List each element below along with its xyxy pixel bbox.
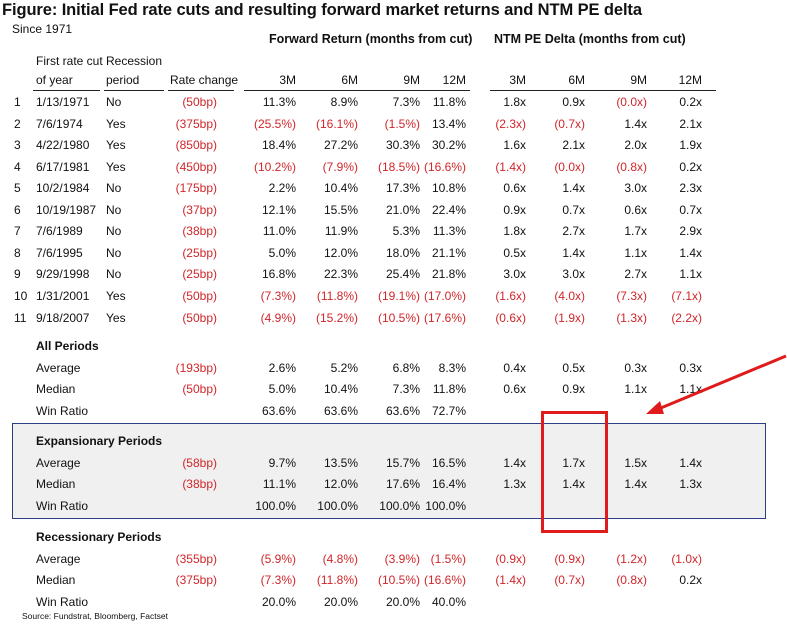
- summary-value: 1.3x: [679, 477, 702, 492]
- summary-rate: (355bp): [175, 552, 217, 566]
- value-cell: 11.0%: [262, 224, 296, 239]
- summary-value: 1.4x: [679, 456, 702, 470]
- summary-value: (0.9x): [495, 552, 526, 566]
- summary-value: 11.8%: [432, 382, 466, 397]
- rate-change-value: (25bp): [182, 245, 217, 260]
- summary-value: (5.9%): [260, 552, 296, 566]
- value-cell: 0.2x: [679, 159, 702, 174]
- summary-value: 5.2%: [330, 361, 358, 375]
- cut-date: 9/29/1998: [36, 267, 90, 282]
- row-number: 1: [14, 95, 21, 109]
- value-cell: (17.6%): [423, 310, 466, 325]
- value-cell: 3.0x: [503, 267, 526, 282]
- summary-rate: (375bp): [175, 573, 217, 588]
- value-cell: 15.5%: [323, 202, 358, 217]
- summary-value: (16.6%): [423, 573, 466, 588]
- value-cell: (4.0x): [554, 288, 585, 303]
- summary-value: (0.8x): [616, 573, 647, 588]
- cut-date: 7/6/1989: [36, 224, 83, 239]
- value-cell: 16.8%: [261, 267, 296, 282]
- recession-flag: No: [106, 267, 122, 282]
- summary-value: (1.5%): [430, 552, 466, 566]
- rate-change-value: (175bp): [175, 181, 217, 196]
- value-cell: 11.3%: [262, 95, 296, 109]
- first-cut-header-1: First rate cut: [36, 54, 103, 68]
- row-number: 8: [14, 245, 21, 260]
- row-number: 3: [14, 138, 21, 153]
- value-cell: 5.3%: [392, 224, 420, 239]
- recession-flag: No: [106, 224, 122, 239]
- cut-date: 1/31/2001: [36, 288, 90, 303]
- summary-label: Win Ratio: [36, 403, 89, 418]
- value-cell: 18.0%: [385, 245, 420, 260]
- summary-label: Median: [36, 573, 76, 588]
- value-cell: 21.0%: [385, 202, 420, 217]
- summary-value: 1.4x: [562, 477, 585, 492]
- row-number: 9: [14, 267, 21, 282]
- value-cell: (7.3%): [260, 288, 296, 303]
- summary-value: 11.1%: [262, 477, 296, 492]
- rate-change-value: (50bp): [182, 310, 217, 325]
- row-number: 6: [14, 202, 21, 217]
- summary-value: 63.6%: [261, 403, 296, 418]
- value-cell: (15.2%): [315, 310, 358, 325]
- value-cell: (19.1%): [377, 288, 420, 303]
- period-header: 9M: [403, 73, 420, 87]
- value-cell: 1.6x: [503, 138, 526, 153]
- summary-value: 1.1x: [624, 382, 647, 397]
- value-cell: 10.8%: [431, 181, 466, 196]
- value-cell: (0.6x): [495, 310, 526, 325]
- value-cell: 25.4%: [385, 267, 420, 282]
- summary-value: (1.4x): [495, 573, 526, 588]
- recession-header-2: period: [106, 73, 140, 87]
- value-cell: 2.1x: [679, 116, 702, 131]
- row-number: 10: [14, 288, 28, 303]
- ntm-pe-header: NTM PE Delta (months from cut): [494, 32, 686, 46]
- value-cell: (0.8x): [616, 159, 647, 174]
- cut-date: 10/2/1984: [36, 181, 90, 196]
- value-cell: 30.3%: [385, 138, 420, 153]
- rate-change-value: (38bp): [182, 224, 217, 239]
- cut-date: 9/18/2007: [36, 310, 90, 325]
- source-note: Source: Fundstrat, Bloomberg, Factset: [22, 611, 168, 621]
- value-cell: 18.4%: [261, 138, 296, 153]
- summary-rate: (58bp): [182, 456, 217, 470]
- value-cell: 1.4x: [624, 116, 647, 131]
- value-cell: 2.7x: [624, 267, 647, 282]
- cut-date: 10/19/1987: [36, 202, 97, 217]
- summary-value: 2.6%: [268, 361, 296, 375]
- summary-value: 8.3%: [438, 361, 466, 375]
- value-cell: 0.6x: [624, 202, 647, 217]
- recession-flag: No: [106, 245, 122, 260]
- rate-change-value: (450bp): [175, 159, 217, 174]
- period-header: 12M: [678, 73, 702, 87]
- summary-value: (1.0x): [671, 552, 702, 566]
- value-cell: (16.6%): [423, 159, 466, 174]
- recession-flag: Yes: [106, 116, 126, 131]
- summary-rate: (38bp): [182, 477, 217, 492]
- recession-flag: No: [106, 95, 122, 109]
- value-cell: 3.0x: [624, 181, 647, 196]
- rate-change-value: (375bp): [175, 116, 217, 131]
- summary-value: 17.6%: [385, 477, 420, 492]
- recession-header-1: Recession: [106, 54, 163, 68]
- summary-label: Win Ratio: [36, 594, 89, 609]
- summary-value: 100.0%: [379, 498, 420, 513]
- value-cell: 17.3%: [385, 181, 420, 196]
- cut-date: 4/22/1980: [36, 138, 90, 153]
- value-cell: 12.1%: [261, 202, 296, 217]
- value-cell: 0.9x: [562, 95, 585, 109]
- period-header: 12M: [442, 73, 466, 87]
- figure-title: Figure: Initial Fed rate cuts and resulting forward market returns and NTM PE delta: [2, 1, 642, 19]
- value-cell: 2.2%: [268, 181, 296, 196]
- summary-value: 0.9x: [562, 382, 585, 397]
- summary-label: Median: [36, 382, 76, 397]
- summary-value: 100.0%: [255, 498, 296, 513]
- value-cell: 13.4%: [431, 116, 466, 131]
- summary-rate: (193bp): [175, 361, 217, 375]
- value-cell: 21.1%: [431, 245, 466, 260]
- summary-value: 20.0%: [323, 594, 358, 609]
- value-cell: (18.5%): [377, 159, 420, 174]
- rate-change-value: (850bp): [175, 138, 217, 153]
- value-cell: 1.7x: [624, 224, 647, 239]
- value-cell: 22.3%: [323, 267, 358, 282]
- summary-value: 5.0%: [268, 382, 296, 397]
- value-cell: (25.5%): [253, 116, 296, 131]
- summary-value: 40.0%: [431, 594, 466, 609]
- cut-date: 6/17/1981: [36, 159, 90, 174]
- recession-flag: Yes: [106, 310, 126, 325]
- summary-value: 20.0%: [385, 594, 420, 609]
- value-cell: 0.6x: [503, 181, 526, 196]
- summary-label: Win Ratio: [36, 498, 89, 513]
- recession-flag: Yes: [106, 138, 126, 153]
- value-cell: (0.7x): [554, 116, 585, 131]
- summary-label: Average: [36, 456, 81, 470]
- summary-value: 1.3x: [503, 477, 526, 492]
- value-cell: 1.4x: [679, 245, 702, 260]
- recession-flag: Yes: [106, 288, 126, 303]
- summary-value: 0.3x: [624, 361, 647, 375]
- value-cell: 2.0x: [624, 138, 647, 153]
- value-cell: 2.9x: [679, 224, 702, 239]
- summary-value: 0.2x: [679, 573, 702, 588]
- value-cell: 7.3%: [392, 95, 420, 109]
- cut-date: 7/6/1995: [36, 245, 83, 260]
- summary-rate: (50bp): [182, 382, 217, 397]
- recession-flag: No: [106, 181, 122, 196]
- value-cell: 1.9x: [679, 138, 702, 153]
- period-header: 9M: [630, 73, 647, 87]
- value-cell: 30.2%: [431, 138, 466, 153]
- value-cell: 1.8x: [503, 95, 526, 109]
- value-cell: 1.8x: [503, 224, 526, 239]
- rate-change-value: (50bp): [182, 95, 217, 109]
- period-header: 3M: [279, 73, 296, 87]
- summary-value: 1.4x: [503, 456, 526, 470]
- value-cell: 12.0%: [323, 245, 358, 260]
- section-title: Expansionary Periods: [36, 434, 163, 448]
- row-number: 11: [14, 310, 27, 325]
- value-cell: 11.9%: [324, 224, 358, 239]
- rate-change-header: Rate change: [170, 73, 239, 87]
- value-cell: (0.0x): [554, 159, 585, 174]
- summary-value: 100.0%: [317, 498, 358, 513]
- row-number: 4: [14, 159, 21, 174]
- summary-value: 20.0%: [261, 594, 296, 609]
- figure-subtitle: Since 1971: [12, 22, 73, 36]
- value-cell: 0.7x: [562, 202, 585, 217]
- value-cell: 11.8%: [432, 95, 466, 109]
- period-header: 6M: [341, 73, 358, 87]
- value-cell: 1.4x: [562, 181, 585, 196]
- summary-value: 16.4%: [431, 477, 466, 492]
- summary-value: 0.4x: [503, 361, 526, 375]
- value-cell: (7.9%): [322, 159, 358, 174]
- section-title: All Periods: [36, 339, 99, 353]
- value-cell: 21.8%: [431, 267, 466, 282]
- value-cell: 8.9%: [330, 95, 358, 109]
- forward-return-header: Forward Return (months from cut): [269, 32, 473, 46]
- summary-value: (3.9%): [384, 552, 420, 566]
- period-header: 3M: [509, 73, 526, 87]
- value-cell: 1.4x: [562, 245, 585, 260]
- summary-value: 1.4x: [624, 477, 647, 492]
- recession-flag: Yes: [106, 159, 126, 174]
- value-cell: (11.8%): [316, 288, 358, 303]
- summary-value: (11.8%): [316, 573, 358, 588]
- value-cell: (16.1%): [315, 116, 358, 131]
- summary-value: (10.5%): [377, 573, 420, 588]
- summary-value: (0.9x): [554, 552, 585, 566]
- value-cell: 2.7x: [562, 224, 585, 239]
- cut-date: 7/6/1974: [36, 116, 83, 131]
- cut-date: 1/13/1971: [36, 95, 90, 109]
- summary-value: 10.4%: [323, 382, 358, 397]
- value-cell: 10.4%: [323, 181, 358, 196]
- summary-value: 100.0%: [425, 498, 466, 513]
- summary-value: 6.8%: [392, 361, 420, 375]
- summary-value: 1.7x: [562, 456, 585, 470]
- section-title: Recessionary Periods: [36, 530, 162, 544]
- rate-change-value: (37bp): [182, 202, 217, 217]
- summary-value: (4.8%): [322, 552, 358, 566]
- value-cell: 2.3x: [679, 181, 702, 196]
- summary-value: 7.3%: [392, 382, 420, 397]
- value-cell: (1.6x): [495, 288, 526, 303]
- summary-value: 63.6%: [323, 403, 358, 418]
- summary-value: (0.7x): [554, 573, 585, 588]
- value-cell: 27.2%: [323, 138, 358, 153]
- value-cell: 2.1x: [562, 138, 585, 153]
- summary-value: 63.6%: [385, 403, 420, 418]
- summary-value: 9.7%: [268, 456, 296, 470]
- value-cell: (10.2%): [253, 159, 296, 174]
- first-cut-header-2: of year: [36, 73, 73, 87]
- value-cell: (1.3x): [616, 310, 647, 325]
- summary-value: 0.6x: [503, 382, 526, 397]
- value-cell: 1.1x: [624, 245, 647, 260]
- value-cell: 11.3%: [432, 224, 466, 239]
- period-header: 6M: [568, 73, 585, 87]
- row-number: 2: [14, 116, 21, 131]
- value-cell: (4.9%): [260, 310, 296, 325]
- summary-value: (1.2x): [616, 552, 647, 566]
- summary-label: Average: [36, 552, 81, 566]
- value-cell: (1.4x): [495, 159, 526, 174]
- value-cell: 0.7x: [679, 202, 702, 217]
- summary-value: 1.5x: [624, 456, 647, 470]
- value-cell: (17.0%): [423, 288, 466, 303]
- value-cell: (10.5%): [377, 310, 420, 325]
- value-cell: 0.5x: [503, 245, 526, 260]
- value-cell: (2.2x): [671, 310, 702, 325]
- value-cell: (2.3x): [495, 116, 526, 131]
- value-cell: 0.2x: [679, 95, 702, 109]
- summary-value: 1.1x: [679, 382, 702, 397]
- summary-value: 16.5%: [431, 456, 466, 470]
- value-cell: (0.0x): [616, 95, 647, 109]
- value-cell: 1.1x: [679, 267, 702, 282]
- value-cell: (1.5%): [384, 116, 420, 131]
- row-number: 7: [14, 224, 21, 239]
- rate-change-value: (50bp): [182, 288, 217, 303]
- value-cell: 3.0x: [562, 267, 585, 282]
- summary-value: 15.7%: [385, 456, 420, 470]
- summary-value: 13.5%: [323, 456, 358, 470]
- value-cell: 22.4%: [431, 202, 466, 217]
- summary-label: Median: [36, 477, 76, 492]
- value-cell: 0.9x: [503, 202, 526, 217]
- summary-label: Average: [36, 361, 81, 375]
- summary-value: (7.3%): [260, 573, 296, 588]
- value-cell: (7.3x): [616, 288, 647, 303]
- value-cell: (7.1x): [671, 288, 702, 303]
- recession-flag: No: [106, 202, 122, 217]
- rate-change-value: (25bp): [182, 267, 217, 282]
- summary-value: 12.0%: [323, 477, 358, 492]
- value-cell: (1.9x): [554, 310, 585, 325]
- summary-value: 72.7%: [431, 403, 466, 418]
- row-number: 5: [14, 181, 21, 196]
- value-cell: 5.0%: [268, 245, 296, 260]
- summary-value: 0.5x: [562, 361, 585, 375]
- summary-value: 0.3x: [679, 361, 702, 375]
